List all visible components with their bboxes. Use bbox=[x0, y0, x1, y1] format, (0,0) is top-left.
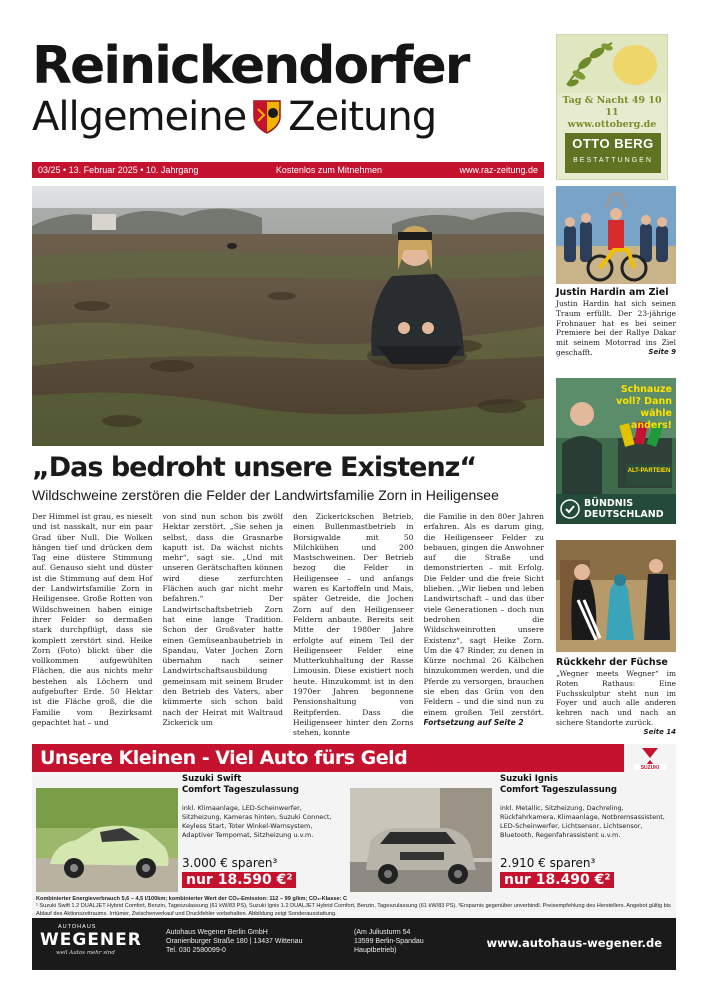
dealer-address-1 bbox=[166, 928, 302, 955]
story-foxes-title: Rückkehr der Füchse bbox=[556, 657, 668, 668]
otto-berg-logo bbox=[565, 133, 661, 173]
car2-spec: inkl. Metallic, Sitzheizung, Dachreling, Rückfahrkamera, Klimaanlage, Notbremsassistent, LED-Scheinwerfer, Lichtsensor, Lichtsensor, Bluetooth, Regenfahrassistent u.v.m. bbox=[500, 804, 665, 839]
ad-legal-text bbox=[36, 896, 672, 918]
sidebar-story-hardin bbox=[556, 286, 676, 358]
story-hardin-title: Justin Hardin am Ziel bbox=[556, 287, 669, 298]
car2-title bbox=[500, 774, 617, 796]
otto-berg-phone: Tag & Nacht 49 10 11 bbox=[562, 95, 662, 118]
bsw-name-line2: DEUTSCHLAND bbox=[584, 509, 664, 520]
car1-savings: 3.000 € sparen³ bbox=[182, 856, 278, 870]
dealer-website-link[interactable]: www.autohaus-wegener.de bbox=[486, 936, 662, 950]
masthead-title-line1: Reinickendorfer bbox=[32, 36, 469, 96]
car2-model: Suzuki Ignis bbox=[500, 774, 558, 784]
story-hardin-page-ref[interactable]: Seite 9 bbox=[648, 347, 676, 356]
dealer-address-1-street: Oranienburger Straße 180 | 13437 Wittenau bbox=[166, 938, 303, 945]
dealer-address-2-street: (Am Juliusturm 54 bbox=[354, 929, 411, 936]
article-column-4 bbox=[424, 512, 545, 742]
ignis-car-image bbox=[350, 788, 492, 892]
otto-berg-subtitle: BESTATTUNGEN bbox=[573, 157, 653, 164]
wegener-logo-name: WEGENER bbox=[40, 930, 142, 950]
wegener-logo bbox=[38, 924, 148, 964]
dealer-address-2-city: 13599 Berlin-Spandau bbox=[354, 938, 424, 945]
otto-berg-contact bbox=[557, 95, 667, 131]
masthead-word-allgemeine: Allgemeine bbox=[32, 94, 247, 140]
ad-banner: Unsere Kleinen - Viel Auto fürs Geld bbox=[32, 744, 624, 772]
car2-savings: 2.910 € sparen³ bbox=[500, 856, 596, 870]
bsw-political-ad[interactable] bbox=[556, 378, 676, 524]
car1-variant: Comfort Tageszulassung bbox=[182, 785, 299, 795]
dealer-address-1-phone: Tel. 030 2580099-0 bbox=[166, 947, 226, 954]
article-column-2: von sind nun schon bis zwölf Hektar zerstört. „Sie sehen ja selbst, dass die Grasnarbe kaputt ist. Da wächst nichts mehr“, sagt sie. „Und mit unseren Gerätschaften können wird diese zerfurchten Flächen auch gar nicht mehr befahren.“ Der Landwirtschaftsbetrieb Zorn hat eine lange Tradition. Schon der Großvater hatte einen Gemüseanbaubetrieb in Spandau, Vater Jochen Zorn übernahm nach seiner Landwirtschaftsausbildung gemeinsam mit seinem Bruder den Betrieb des Vaters, aber kümmerte sich schon bald nach der Heirat mit Waltraud Zickerick um bbox=[162, 512, 283, 727]
masthead-word-zeitung: Zeitung bbox=[288, 94, 437, 140]
free-notice: Kostenlos zum Mitnehmen bbox=[275, 165, 382, 175]
article-column-3: den Zickerickschen Betrieb, einen Bullenmastbetrieb in Borsigwalde mit 50 Milchkühen und 200 Mastschweinen. Der Betrieb bezog die Felder in Heiligensee – und anfangs waren es Kartoffeln und Mais, später Getreide, die Jochen Zorn auf den Heiligenseer Feldern anbaute. Bereits seit Mitte der 1980er Jahre erfolgte auf einem Teil der Heiligenseer Felder eine Mutterkuhhaltung der Rasse Limousin. Diese existiert noch heute. Hinzukommt ist in den 1970er Jahren begonnene Pensionshaltung von Reitpferden. Dass die Heiligenseer hinter den Zorns stehen, konnte bbox=[293, 512, 414, 738]
wegener-logo-small: AUTOHAUS bbox=[58, 924, 97, 930]
bsw-name-line1: BÜNDNIS bbox=[584, 498, 634, 509]
car2-price: nur 18.490 €² bbox=[500, 872, 614, 888]
continuation-link[interactable]: Fortsetzung auf Seite 2 bbox=[423, 717, 524, 727]
car1-model: Suzuki Swift bbox=[182, 774, 242, 784]
article-column-1: Der Himmel ist grau, es nieselt und ist nasskalt, nur ein paar Grad über Null. Die Wolken hängen tief und drücken dem Tag eine düstere Stimmung auf. Genauso sieht und düster ist die Stimmung auf dem Hof der Landwirtsfamilie Zorn in Heiligensee. Große Rotten von Wildschweinen haben einige ihrer Felder so dermaßen stark durchpflügt, dass sie komplett zerstört sind. Heike Zorn (Foto) blickt über die vollkommen aufgewühlten Flächen, die aus nichts mehr bestehen als Löchern und aufgebufter Erde. 50 Hektar ist die Fläche groß, die die Familie vom Bezirksamt gepachtet hat – und bbox=[32, 512, 153, 727]
svg-text:SUZUKI: SUZUKI bbox=[640, 765, 660, 771]
car1-title bbox=[182, 774, 299, 796]
article-column-4-text: die Familie in den 80er Jahren erfahren. Als es darum ging, die Heiligenseer Felder zu bebauen, gingen die Anwohner auf die Straße und demonstrierten – mit Erfolg. Die Felder und die freie Sicht blieben. „Wir lieben und leben Landwirtschaft – und das über viele Generationen – doch nun bedrohen die Wildschweinrotten unsere Existenz“, sagt Heike Zorn. Um die 47 Rinder, zu denen in Kürze nochmal 26 Kälbchen hinzukommen werden, und die Pferde zu versorgen, brauchen sie eben das Grün von den Feldern – und die sind nun zu einem großen Teil zerstört. bbox=[423, 512, 544, 717]
bsw-trash-sign: ALT-PARTEIEN bbox=[626, 464, 672, 486]
ad-legal-consumption: Kombinierter Energieverbrauch 5,6 – 4,5 l/100km; kombinierter Wert der CO₂-Emission: 112 – 99 g/km; CO₂-Klasse: C bbox=[36, 896, 348, 902]
masthead bbox=[32, 38, 542, 150]
main-subheadline: Wildschweine zerstören die Felder der Landwirtsfamilie Zorn in Heiligensee bbox=[32, 487, 499, 503]
masthead-title-line2 bbox=[32, 94, 542, 140]
car1-price: nur 18.590 €² bbox=[182, 872, 296, 888]
otto-berg-ad[interactable] bbox=[556, 34, 668, 180]
car-dealer-ad[interactable] bbox=[32, 744, 676, 970]
issue-info: 03/25 • 13. Februar 2025 • 10. Jahrgang bbox=[38, 165, 199, 175]
bsw-logo-icon bbox=[560, 499, 580, 519]
dealer-address-1-name: Autohaus Wegener Berlin GmbH bbox=[166, 929, 268, 936]
otto-berg-url: www.ottoberg.de bbox=[567, 119, 657, 130]
bsw-footer bbox=[556, 494, 676, 524]
leaf-illustration-icon bbox=[557, 35, 667, 93]
sidebar-story-foxes bbox=[556, 656, 676, 738]
main-photo-field bbox=[32, 186, 544, 446]
ad-legal-footnote: ¹ Suzuki Swift 1.2 DUALJET Hybrid Comfort, Benzin, Tageszulassung (61 kW/83 PS), Suzuki Ignis 1.2 DUALJET Hybrid Comfort, Benzin, Tageszulassung (61 kW/83 PS). ³Ersparnis gegenüber unverbindl. Preisempfehlung des Herstellers. Angebot gültig bis Ablauf des Aktionszeitraums. Irrtümer, Zwischenverkauf und Druckfehler vorbehalten. Abbildung zeigt Sonderausstattung. bbox=[36, 903, 671, 917]
dealer-address-2 bbox=[354, 928, 424, 955]
car1-spec: inkl. Klimaanlage, LED-Scheinwerfer, Sitzheizung, Kameras hinten, Suzuki Connect, Keyless Start, Toter Winkel-Warnsystem, Adaptiver Tempomat, Sitzheizung u.v.m. bbox=[182, 804, 332, 839]
fox-sculpture-photo bbox=[556, 540, 676, 652]
story-foxes-text bbox=[556, 669, 676, 736]
story-hardin-body: Justin Hardin hat sich seinen Traum erfüllt. Der 23-jährige Frohnauer hat es bei seiner Premiere bei der Rallye Dakar mit seinem Motorrad ins Ziel geschafft. bbox=[556, 299, 676, 357]
date-bar bbox=[32, 162, 544, 178]
rally-team-photo bbox=[556, 186, 676, 284]
story-hardin-text bbox=[556, 299, 676, 358]
bsw-slogan: Schnauze voll? Dann wähle anders! bbox=[616, 384, 672, 431]
car2-variant: Comfort Tageszulassung bbox=[500, 785, 617, 795]
wegener-logo-slogan: weil Autos mehr sind bbox=[56, 950, 115, 956]
suzuki-logo-icon bbox=[628, 746, 672, 772]
dealer-address-2-note: Hauptbetrieb) bbox=[354, 947, 397, 954]
coat-of-arms-icon bbox=[252, 99, 282, 135]
website-link[interactable]: www.raz-zeitung.de bbox=[459, 165, 538, 175]
story-foxes-body: „Wegner meets Wegner“ im Roten Rathaus: Eine Fuchsskulptur steht nun im Foyer und auch alle anderen kehren nach und nach an sichere Standorte zurück. bbox=[556, 669, 676, 727]
swift-car-image bbox=[36, 788, 178, 892]
article-body bbox=[32, 512, 544, 742]
story-foxes-page-ref[interactable]: Seite 14 bbox=[643, 727, 676, 736]
ad-footer bbox=[32, 918, 676, 970]
otto-berg-name: OTTO BERG bbox=[572, 136, 654, 151]
main-headline: „Das bedroht unsere Existenz“ bbox=[32, 452, 477, 483]
